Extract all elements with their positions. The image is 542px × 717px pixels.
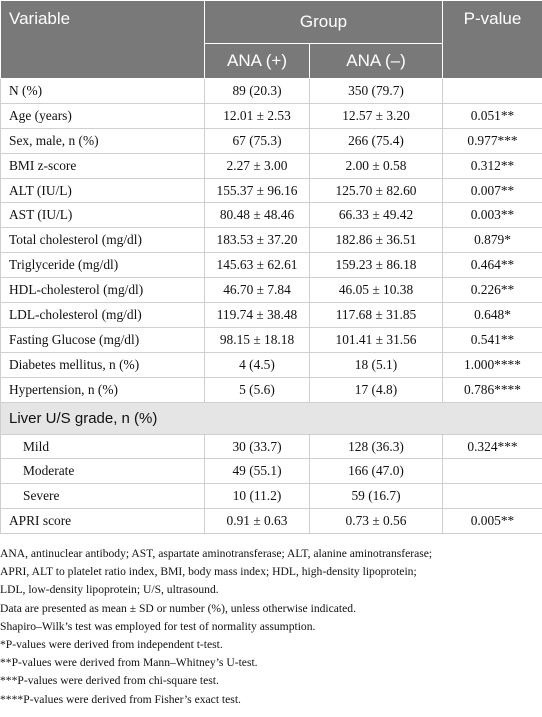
p-value-cell: 1.000**** — [443, 352, 542, 377]
p-value-cell: 0.005** — [443, 509, 542, 534]
variable-cell: Hypertension, n (%) — [1, 377, 205, 402]
ana-positive-cell: 0.91 ± 0.63 — [205, 509, 310, 534]
ana-positive-cell: 80.48 ± 48.46 — [205, 203, 310, 228]
ana-positive-cell: 155.37 ± 96.16 — [205, 178, 310, 203]
ana-positive-cell: 4 (4.5) — [205, 352, 310, 377]
variable-cell: Fasting Glucose (mg/dl) — [1, 327, 205, 352]
footnote-line: ANA, antinuclear antibody; AST, aspartate aminotransferase; ALT, alanine aminotransferase; — [0, 547, 433, 560]
footnote-line: ***P-values were derived from chi-square test. — [0, 674, 219, 688]
ana-positive-cell: 30 (33.7) — [205, 434, 310, 459]
p-value-cell: 0.879* — [443, 228, 542, 253]
ana-positive-cell: 2.27 ± 3.00 — [205, 153, 310, 178]
p-value-cell: 0.541** — [443, 327, 542, 352]
variable-cell: HDL-cholesterol (mg/dl) — [1, 278, 205, 303]
ana-positive-cell: 119.74 ± 38.48 — [205, 303, 310, 328]
table-row — [1, 377, 542, 402]
ana-negative-cell: 17 (4.8) — [310, 377, 443, 402]
table-row — [1, 178, 542, 203]
footnote-line: LDL, low-density lipoprotein; U/S, ultrasound. — [0, 583, 219, 597]
ana-negative-cell: 2.00 ± 0.58 — [310, 153, 443, 178]
ana-negative-cell: 266 (75.4) — [310, 128, 443, 153]
table-row — [1, 79, 542, 104]
ana-negative-cell: 59 (16.7) — [310, 484, 443, 509]
ana-positive-header: ANA (+) — [205, 44, 310, 79]
variable-cell: ALT (IU/L) — [1, 178, 205, 203]
ana-positive-cell: 5 (5.6) — [205, 377, 310, 402]
ana-positive-cell: 46.70 ± 7.84 — [205, 278, 310, 303]
table-row — [1, 327, 542, 352]
footnote-line: APRI, ALT to platelet ratio index, BMI, body mass index; HDL, high-density lipoprotein; — [0, 565, 417, 579]
variable-cell: Moderate — [1, 459, 205, 484]
ana-negative-cell: 125.70 ± 82.60 — [310, 178, 443, 203]
p-value-cell: 0.464** — [443, 253, 542, 278]
p-value-cell: 0.007** — [443, 178, 542, 203]
table-row — [1, 278, 542, 303]
table-row — [1, 509, 542, 534]
p-value-cell — [443, 79, 542, 104]
footnote-line: Data are presented as mean ± SD or number (%), unless otherwise indicated. — [0, 601, 356, 615]
p-value-cell: 0.226** — [443, 278, 542, 303]
variable-cell: Triglyceride (mg/dl) — [1, 253, 205, 278]
ana-positive-cell: 12.01 ± 2.53 — [205, 103, 310, 128]
p-value-cell — [443, 484, 542, 509]
variable-header: Variable — [1, 1, 205, 79]
footnote-line: Shapiro–Wilk’s test was employed for test of normality assumption. — [0, 619, 316, 633]
group-header: Group — [205, 1, 443, 44]
variable-cell: Age (years) — [1, 103, 205, 128]
footnote-line: **P-values were derived from Mann–Whitney’s U-test. — [0, 656, 258, 670]
table-row — [1, 459, 542, 484]
variable-cell: Sex, male, n (%) — [1, 128, 205, 153]
p-value-cell: 0.312** — [443, 153, 542, 178]
ana-negative-cell: 101.41 ± 31.56 — [310, 327, 443, 352]
table-row — [1, 434, 542, 459]
ana-negative-cell: 117.68 ± 31.85 — [310, 303, 443, 328]
footnote-line: *P-values were derived from independent t-test. — [0, 638, 223, 652]
table-row — [1, 228, 542, 253]
table-row — [1, 103, 542, 128]
ana-positive-cell: 98.15 ± 18.18 — [205, 327, 310, 352]
ana-negative-cell: 182.86 ± 36.51 — [310, 228, 443, 253]
ana-negative-cell: 166 (47.0) — [310, 459, 443, 484]
header-row — [1, 1, 542, 44]
table-row — [1, 153, 542, 178]
variable-cell: LDL-cholesterol (mg/dl) — [1, 303, 205, 328]
variable-cell: BMI z-score — [1, 153, 205, 178]
variable-cell: APRI score — [1, 509, 205, 534]
table-row — [1, 253, 542, 278]
ana-positive-cell: 89 (20.3) — [205, 79, 310, 104]
variable-cell: Severe — [1, 484, 205, 509]
table-row — [1, 484, 542, 509]
table-footnotes — [0, 545, 540, 709]
variable-cell: Mild — [1, 434, 205, 459]
ana-negative-cell: 66.33 ± 49.42 — [310, 203, 443, 228]
variable-cell: Total cholesterol (mg/dl) — [1, 228, 205, 253]
ana-negative-cell: 350 (79.7) — [310, 79, 443, 104]
ana-positive-cell: 49 (55.1) — [205, 459, 310, 484]
p-value-cell — [443, 459, 542, 484]
ana-positive-cell: 183.53 ± 37.20 — [205, 228, 310, 253]
p-value-header: P-value — [443, 1, 542, 79]
ana-negative-header: ANA (–) — [310, 44, 443, 79]
table-row — [1, 203, 542, 228]
p-value-cell: 0.786**** — [443, 377, 542, 402]
footnote-line: ****P-values were derived from Fisher’s exact test. — [0, 692, 241, 706]
ana-negative-cell: 18 (5.1) — [310, 352, 443, 377]
variable-cell: Diabetes mellitus, n (%) — [1, 352, 205, 377]
section-row — [1, 402, 542, 434]
ana-negative-cell: 159.23 ± 86.18 — [310, 253, 443, 278]
ana-negative-cell: 128 (36.3) — [310, 434, 443, 459]
table-row — [1, 303, 542, 328]
variable-cell: AST (IU/L) — [1, 203, 205, 228]
ana-negative-cell: 12.57 ± 3.20 — [310, 103, 443, 128]
table-row — [1, 128, 542, 153]
ana-positive-cell: 145.63 ± 62.61 — [205, 253, 310, 278]
ana-positive-cell: 67 (75.3) — [205, 128, 310, 153]
p-value-cell: 0.977*** — [443, 128, 542, 153]
variable-cell: N (%) — [1, 79, 205, 104]
table-body — [1, 79, 542, 534]
ana-negative-cell: 0.73 ± 0.56 — [310, 509, 443, 534]
p-value-cell: 0.051** — [443, 103, 542, 128]
table-row — [1, 352, 542, 377]
ana-positive-cell: 10 (11.2) — [205, 484, 310, 509]
p-value-cell: 0.648* — [443, 303, 542, 328]
ana-negative-cell: 46.05 ± 10.38 — [310, 278, 443, 303]
p-value-cell: 0.003** — [443, 203, 542, 228]
p-value-cell: 0.324*** — [443, 434, 542, 459]
section-label: Liver U/S grade, n (%) — [1, 402, 542, 434]
